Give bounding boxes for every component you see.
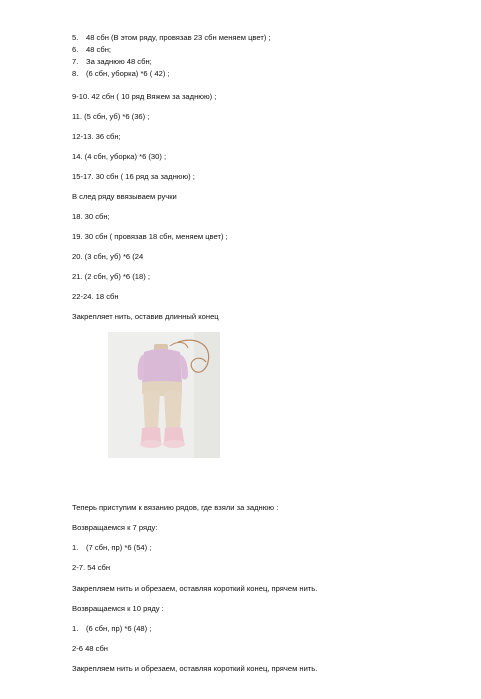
- row-text: 9-10. 42 сбн ( 10 ряд Вяжем за заднюю) ;: [72, 92, 217, 101]
- row-text: 21. (2 сбн, уб) *6 (18) ;: [72, 272, 150, 281]
- paragraph: Закрепляем нить и обрезаем, оставляя короткий конец, прячем нить.: [72, 664, 318, 673]
- row-text: 15-17. 30 сбн ( 16 ряд за заднюю) ;: [72, 172, 195, 181]
- list-item: 8. (6 сбн, уборка) *6 ( 42) ;: [72, 69, 170, 78]
- crochet-doll-photo: [108, 332, 220, 458]
- paragraph: 2-6 48 сбн: [72, 644, 108, 653]
- row-text: Закрепляет нить, оставив длинный конец: [72, 312, 219, 321]
- list-item: 7. За заднюю 48 сбн;: [72, 57, 152, 66]
- row-text: В след ряду ввязываем ручки: [72, 192, 177, 201]
- doll-illustration: [108, 332, 220, 458]
- list-item: 6. 48 сбн;: [72, 45, 112, 54]
- row-text: 14. (4 сбн, уборка) *6 (30) ;: [72, 152, 167, 161]
- list-item: 1. (7 сбн, пр) *6 (54) ;: [72, 543, 152, 552]
- paragraph: Закрепляем нить и обрезаем, оставляя короткий конец, прячем нить.: [72, 584, 318, 593]
- paragraph: Теперь приступим к вязанию рядов, где взяли за заднюю :: [72, 503, 279, 512]
- paragraph: Возвращаемся к 7 ряду:: [72, 523, 158, 532]
- row-text: 12-13. 36 сбн;: [72, 132, 121, 141]
- paragraph: 2-7. 54 сбн: [72, 563, 111, 572]
- list-item: 5. 48 сбн (В этом ряду, провязав 23 сбн меняем цвет) ;: [72, 33, 271, 42]
- row-text: 19. 30 сбн ( провязав 18 сбн, меняем цвет) ;: [72, 232, 228, 241]
- paragraph: Возвращаемся к 10 ряду :: [72, 604, 164, 613]
- row-text: 18. 30 сбн;: [72, 212, 110, 221]
- row-text: 20. (3 сбн, уб) *6 (24: [72, 252, 144, 261]
- list-item: 1. (6 сбн, пр) *6 (48) ;: [72, 624, 152, 633]
- row-text: 22-24. 18 сбн: [72, 292, 119, 301]
- row-text: 11. (5 сбн, уб) *6 (36) ;: [72, 112, 150, 121]
